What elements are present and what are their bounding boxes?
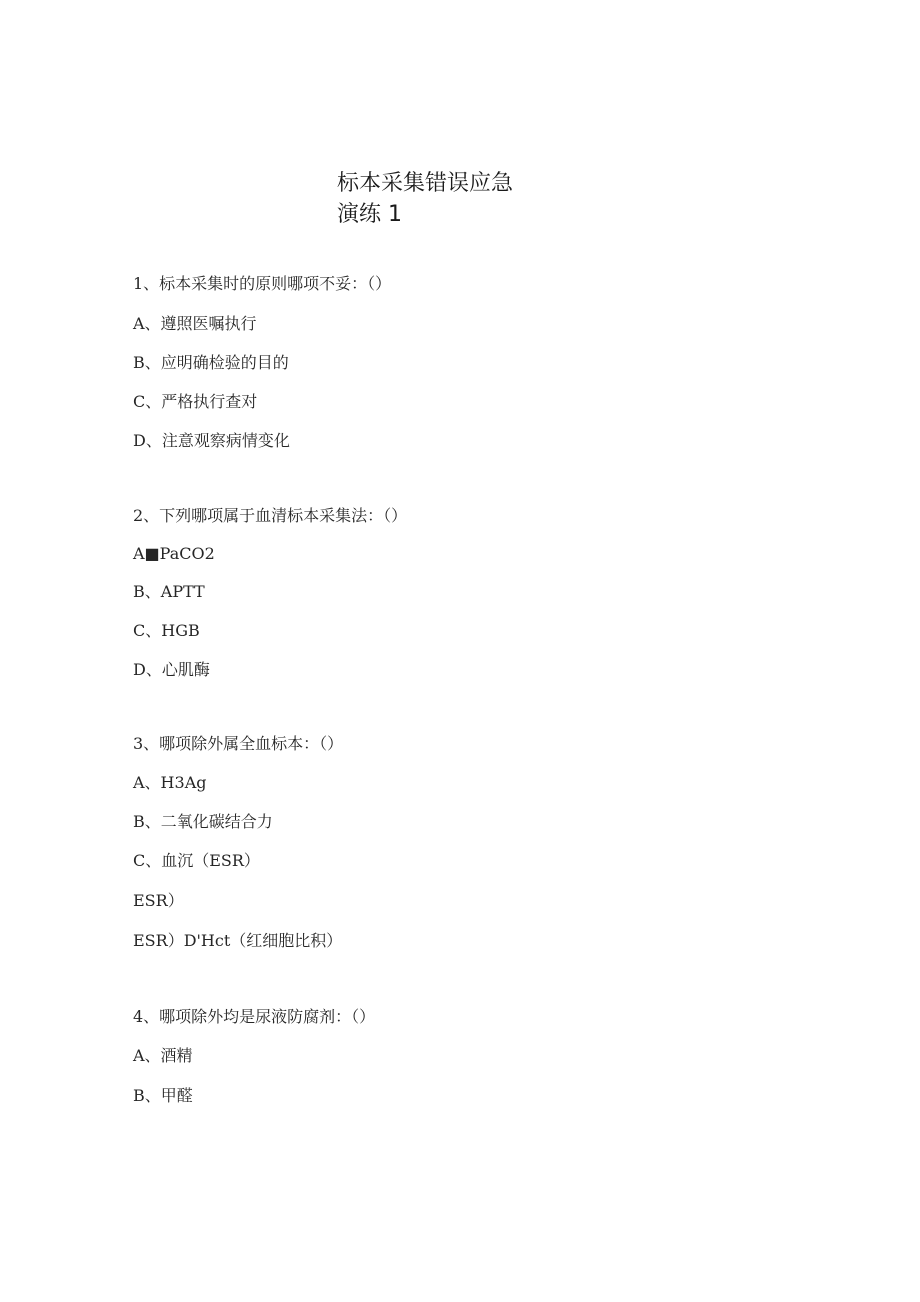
title-line-2: 演练 1 <box>337 202 402 227</box>
question-4-option-a: A、酒精 <box>133 1046 193 1065</box>
question-3-option-d: ESR） <box>133 891 184 910</box>
question-1-option-a: A、遵照医嘱执行 <box>133 314 257 333</box>
question-2-stem: 2、下列哪项属于血清标本采集法：（） <box>133 506 408 525</box>
question-3-option-c: C、血沉（ESR） <box>133 851 260 870</box>
question-1-option-d: D、注意观察病情变化 <box>133 431 290 450</box>
title-line-1: 标本采集错误应急 <box>337 171 514 196</box>
question-2-option-a: A■PaCO2 <box>133 544 215 563</box>
question-3-stem: 3、哪项除外属全血标本：（） <box>133 734 344 753</box>
question-2-option-c: C、HGB <box>133 621 200 640</box>
document-title <box>337 168 513 230</box>
question-1-stem: 1、标本采集时的原则哪项不妥：（） <box>133 274 392 293</box>
question-4-option-b: B、甲醛 <box>133 1086 193 1105</box>
question-3-option-e: ESR）D'Hct（红细胞比积） <box>133 931 343 950</box>
question-2-option-d: D、心肌酶 <box>133 660 210 679</box>
question-3-option-b: B、二氧化碳结合力 <box>133 812 273 831</box>
question-1-option-b: B、应明确检验的目的 <box>133 353 289 372</box>
question-1-option-c: C、严格执行查对 <box>133 392 258 411</box>
question-2-option-b: B、APTT <box>133 582 205 601</box>
question-3-option-a: A、H3Ag <box>133 773 207 792</box>
question-4-stem: 4、哪项除外均是尿液防腐剂：（） <box>133 1007 376 1026</box>
